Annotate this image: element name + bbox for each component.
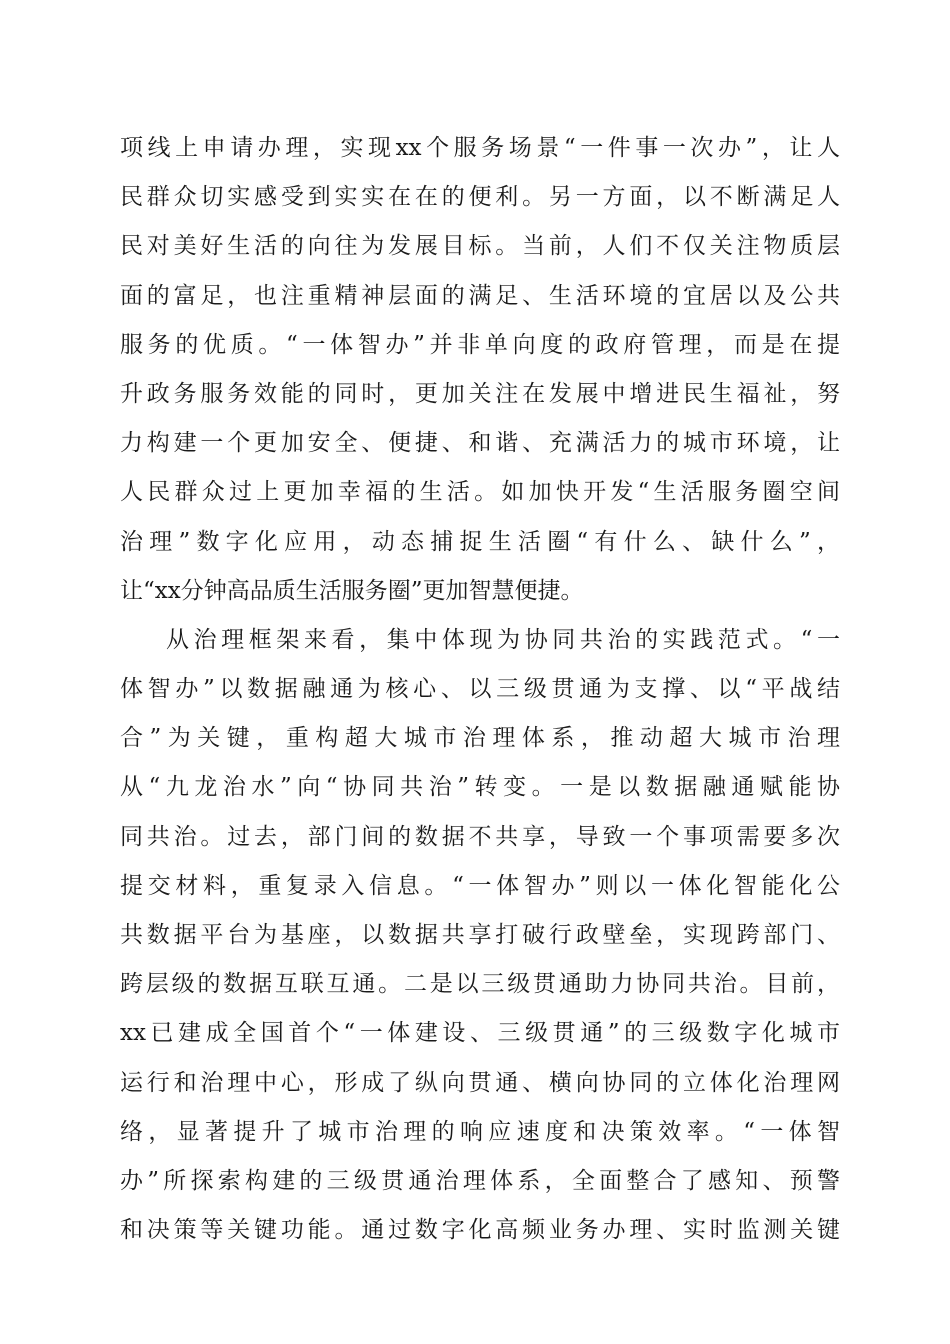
text-line: 跨层级的数据互联互通。二是以三级贯通助力协同共治。目前， (120, 971, 840, 998)
paragraph-first-line: 从治理框架来看，集中体现为协同共治的实践范式。“一 (166, 626, 840, 653)
body-text (120, 124, 840, 1255)
text-line: 民对美好生活的向往为发展目标。当前，人们不仅关注物质层 (120, 233, 840, 260)
text-line: 项线上申请办理，实现xx个服务场景“一件事一次办”，让人 (120, 135, 840, 161)
text-line: 人民群众过上更加幸福的生活。如加快开发“生活服务圈空间 (120, 479, 840, 506)
text-line: xx已建成全国首个“一体建设、三级贯通”的三级数字化城市 (120, 1020, 840, 1047)
text-line: 升政务服务效能的同时，更加关注在发展中增进民生福祉，努 (120, 380, 840, 407)
text-line: 共数据平台为基座，以数据共享打破行政壁垒，实现跨部门、 (120, 922, 840, 948)
text-line: 提交材料，重复录入信息。“一体智办”则以一体化智能化公 (120, 872, 840, 899)
text-line: 合”为关键，重构超大城市治理体系，推动超大城市治理 (120, 725, 840, 752)
text-line: 治理”数字化应用，动态捕捉生活圈“有什么、缺什么”， (120, 528, 840, 555)
text-line: 络，显著提升了城市治理的响应速度和决策效率。“一体智 (120, 1118, 840, 1145)
text-line: 民群众切实感受到实实在在的便利。另一方面，以不断满足人 (120, 184, 840, 211)
text-line: 让“xx分钟高品质生活服务圈”更加智慧便捷。 (120, 577, 584, 604)
text-line: 和决策等关键功能。通过数字化高频业务办理、实时监测关键 (120, 1217, 840, 1244)
text-line: 办”所探索构建的三级贯通治理体系，全面整合了感知、预警 (120, 1167, 840, 1194)
text-line: 体智办”以数据融通为核心、以三级贯通为支撑、以“平战结 (120, 676, 840, 703)
text-line: 同共治。过去，部门间的数据不共享，导致一个事项需要多次 (120, 823, 840, 850)
text-line: 力构建一个更加安全、便捷、和谐、充满活力的城市环境，让 (120, 430, 840, 457)
text-line: 从“九龙治水”向“协同共治”转变。一是以数据融通赋能协 (120, 774, 840, 801)
text-line: 面的富足，也注重精神层面的满足、生活环境的宜居以及公共 (120, 282, 840, 309)
text-line: 服务的优质。“一体智办”并非单向度的政府管理，而是在提 (120, 331, 840, 358)
text-line: 运行和治理中心，形成了纵向贯通、横向协同的立体化治理网 (120, 1069, 840, 1096)
